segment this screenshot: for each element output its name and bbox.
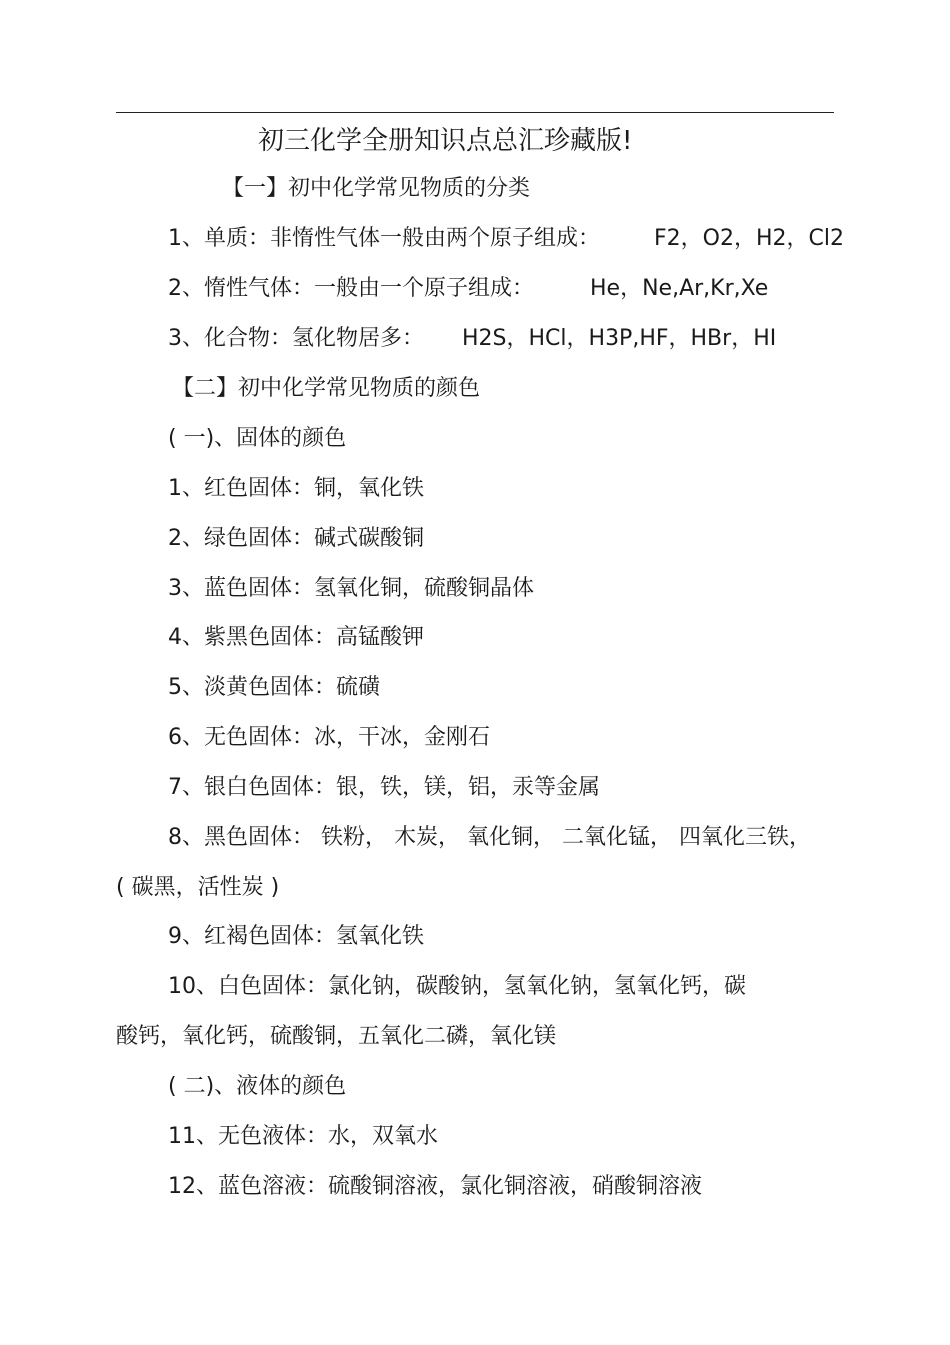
classification-item-3: [168, 324, 848, 354]
item-values: He，Ne,Ar,Kr,Xe: [590, 276, 769, 301]
solid-item-7: 7、银白色固体：银，铁，镁，铝，汞等金属: [168, 775, 600, 800]
item-values: F2，O2，H2，Cl2: [654, 226, 844, 251]
solid-item-8-line1: 8、黑色固体： 铁粉， 木炭， 氧化铜， 二氧化锰， 四氧化三铁，: [168, 825, 811, 850]
item-label: 1、单质：非惰性气体一般由两个原子组成：: [168, 226, 600, 251]
solid-item-1: 1、红色固体：铜，氧化铁: [168, 476, 424, 501]
solid-item-5: 5、淡黄色固体：硫磺: [168, 675, 380, 700]
solid-item-10-line1: 10、白色固体：氯化钠，碳酸钠，氢氧化钠，氢氧化钙，碳: [168, 974, 746, 999]
solid-item-4: 4、紫黑色固体：高锰酸钾: [168, 625, 424, 650]
solid-item-10-line2: 酸钙，氧化钙，硫酸铜，五氧化二磷，氧化镁: [116, 1024, 557, 1049]
solid-item-3: 3、蓝色固体：氢氧化铜，硫酸铜晶体: [168, 576, 534, 601]
classification-item-2: [168, 274, 848, 304]
subheading-solids: ( 一)、固体的颜色: [168, 426, 347, 451]
item-values: H2S，HCl，H3P,HF，HBr，HI: [462, 326, 777, 351]
solid-item-2: 2、绿色固体：碱式碳酸铜: [168, 526, 424, 551]
section-heading-colors: 【二】初中化学常见物质的颜色: [172, 376, 481, 401]
subheading-liquids: ( 二)、液体的颜色: [168, 1074, 347, 1099]
item-label: 2、惰性气体：一般由一个原子组成：: [168, 276, 534, 301]
liquid-item-12: 12、蓝色溶液：硫酸铜溶液，氯化铜溶液，硝酸铜溶液: [168, 1174, 702, 1199]
top-rule: [116, 112, 834, 113]
page-title: 初三化学全册知识点总汇珍藏版!: [258, 126, 633, 156]
solid-item-9: 9、红褐色固体：氢氧化铁: [168, 924, 424, 949]
liquid-item-11: 11、无色液体：水，双氧水: [168, 1124, 438, 1149]
solid-item-6: 6、无色固体：冰，干冰，金刚石: [168, 725, 490, 750]
solid-item-8-line2: ( 碳黑，活性炭 ): [116, 875, 280, 900]
classification-item-1: [168, 224, 848, 254]
section-heading-classification: 【一】初中化学常见物质的分类: [222, 176, 531, 201]
item-label: 3、化合物：氢化物居多：: [168, 326, 424, 351]
